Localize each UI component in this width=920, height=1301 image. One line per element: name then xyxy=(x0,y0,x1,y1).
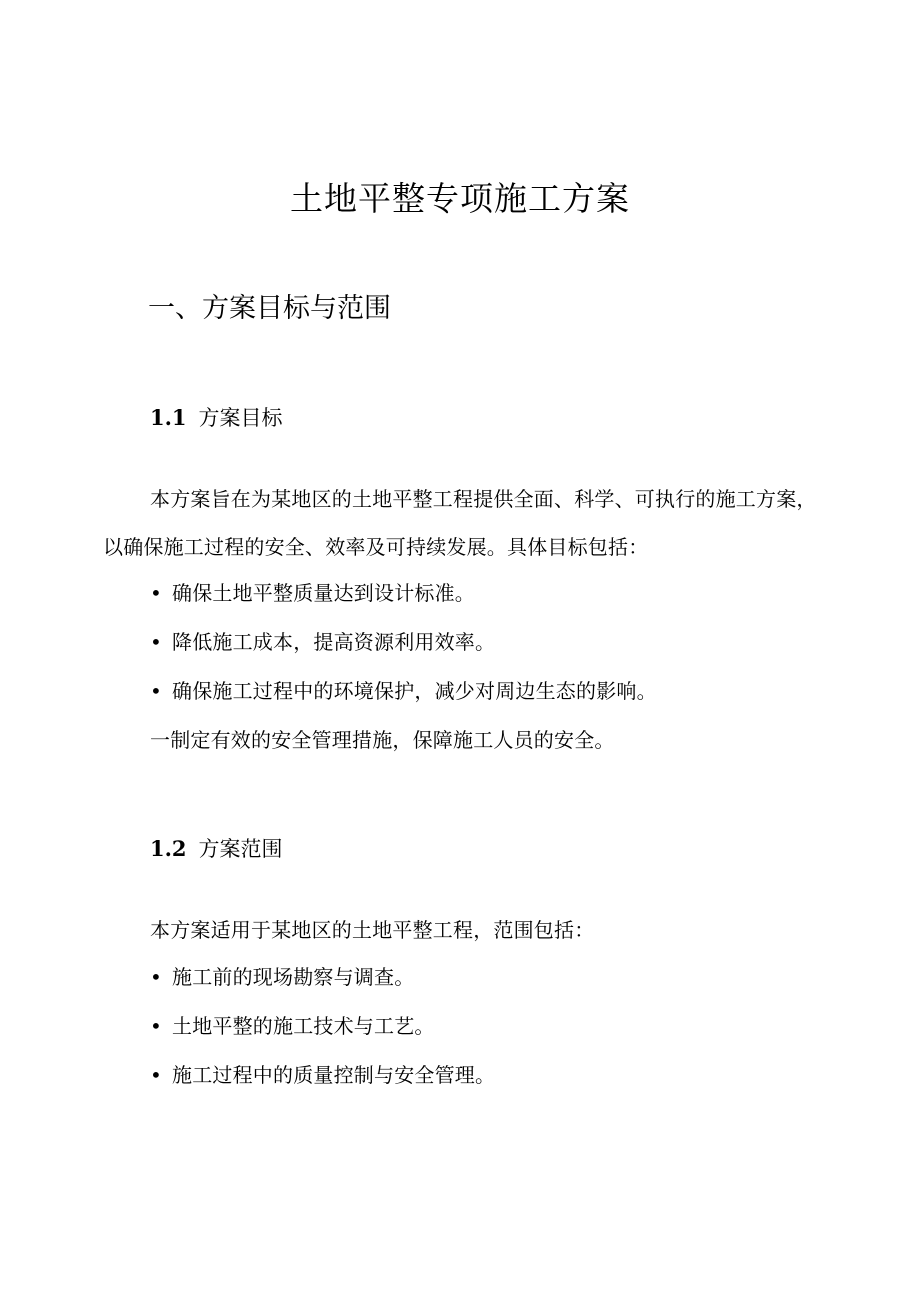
bullet-icon: • xyxy=(150,581,162,605)
bullet-text: 施工过程中的质量控制与安全管理。 xyxy=(172,1063,496,1087)
subsection-number: 1.1 xyxy=(150,405,187,430)
section-heading-1: 一、方案目标与范围 xyxy=(148,293,391,324)
goal-dash-item: 一制定有效的安全管理措施，保障施工人员的安全。 xyxy=(150,728,615,752)
scope-bullet-item xyxy=(150,962,414,992)
subsection-heading-1-2 xyxy=(150,834,283,864)
scope-intro: 本方案适用于某地区的土地平整工程，范围包括： xyxy=(150,918,595,942)
goal-bullet-item xyxy=(150,578,475,608)
subsection-number: 1.2 xyxy=(150,836,187,861)
bullet-icon: • xyxy=(150,679,162,703)
goal-bullet-item xyxy=(150,676,657,706)
bullet-icon: • xyxy=(150,1014,162,1038)
document-title: 土地平整专项施工方案 xyxy=(290,179,630,218)
bullet-text: 施工前的现场勘察与调查。 xyxy=(172,965,415,989)
subsection-heading-1-1 xyxy=(150,403,283,433)
scope-bullet-item xyxy=(150,1060,495,1090)
goal-paragraph: 本方案旨在为某地区的土地平整工程提供全面、科学、可执行的施工方案，以确保施工过程的安全、效率及可持续发展。具体目标包括： xyxy=(103,487,817,559)
subsection-title: 方案目标 xyxy=(198,406,283,430)
bullet-icon: • xyxy=(150,1063,162,1087)
subsection-title: 方案范围 xyxy=(198,837,283,861)
bullet-icon: • xyxy=(150,630,162,654)
goal-bullet-item xyxy=(150,627,495,657)
bullet-icon: • xyxy=(150,965,162,989)
bullet-text: 土地平整的施工技术与工艺。 xyxy=(172,1014,435,1038)
bullet-text: 降低施工成本，提高资源利用效率。 xyxy=(172,630,496,654)
bullet-text: 确保土地平整质量达到设计标准。 xyxy=(172,581,475,605)
bullet-text: 确保施工过程中的环境保护，减少对周边生态的影响。 xyxy=(172,679,657,703)
scope-bullet-item xyxy=(150,1011,435,1041)
